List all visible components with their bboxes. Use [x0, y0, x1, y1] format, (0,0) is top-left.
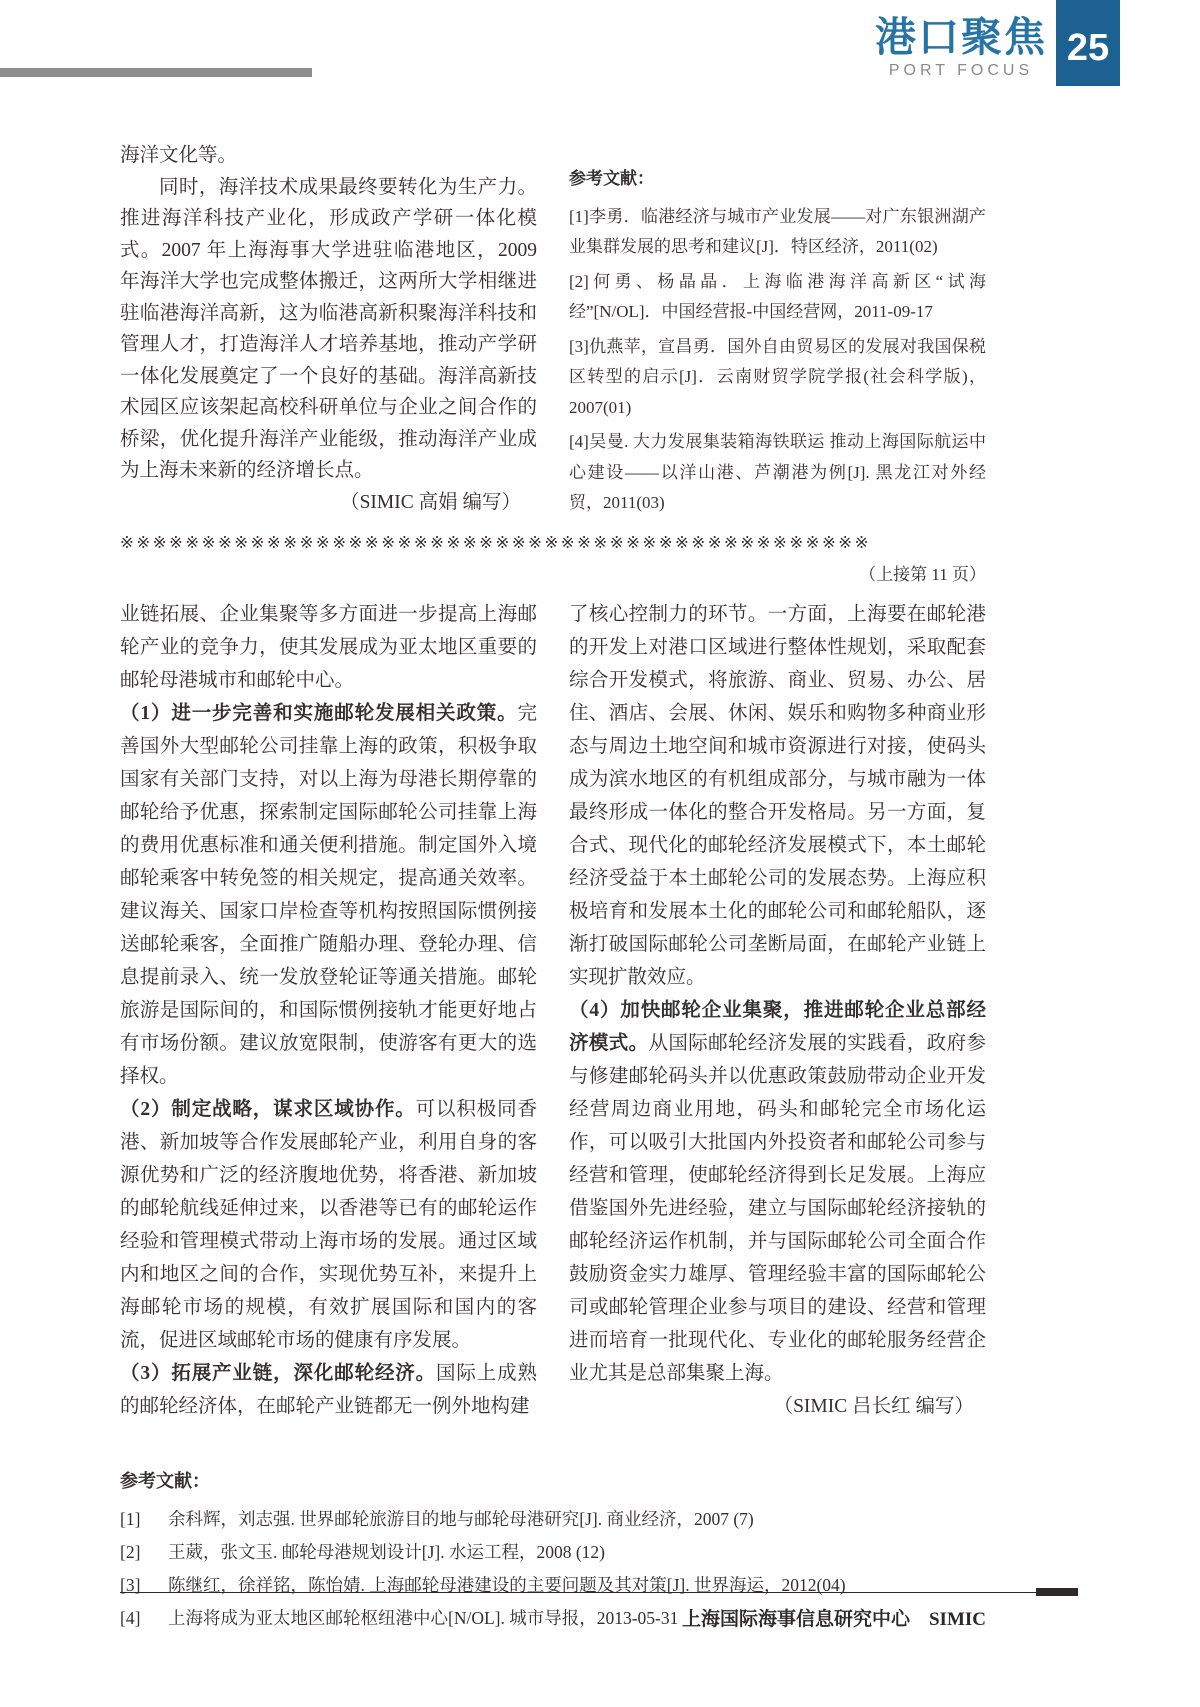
main-article-right-column	[569, 598, 986, 1423]
reference-item: [2]何勇、杨晶晶．上海临港海洋高新区“试海经”[N/OL]．中国经营报-中国经营网，2011-09-17	[569, 271, 986, 321]
article-paragraph	[120, 1357, 537, 1423]
reference-number: [4]	[120, 1607, 141, 1628]
paragraph-body: 完善国外大型邮轮公司挂靠上海的政策，积极争取国家有关部门支持，对以上海为母港长期停靠的邮轮给予优惠，探索制定国际邮轮公司挂靠上海的费用优惠标准和通关便利措施。制定国外入境邮轮乘客中转免签的相关规定，提高通关效率。建议海关、国家口岸检查等机构按照国际惯例接送邮轮乘客，全面推广随船办理、登轮办理、信息提前录入、统一发放登轮证等通关措施。邮轮旅游是国际间的，和国际惯例接轨才能更好地占有市场份额。建议放宽限制，使游客有更大的选择权。	[120, 702, 537, 1087]
reference-text: 余科辉，刘志强. 世界邮轮旅游目的地与邮轮母港研究[J]. 商业经济，2007 (7)	[168, 1508, 754, 1529]
reference-number: [2]	[120, 1541, 141, 1562]
reference-text: 王葳，张文玉. 邮轮母港规划设计[J]. 水运工程，2008 (12)	[168, 1541, 605, 1562]
footer-rule	[120, 1592, 1078, 1593]
section-heading: （2）制定战略，谋求区域协作。	[120, 1098, 416, 1120]
bottom-reference-item	[120, 1536, 986, 1569]
paragraph-body: 可以积极同香港、新加坡等合作发展邮轮产业，利用自身的客源优势和广泛的经济腹地优势，将香港、新加坡的邮轮航线延伸过来，以香港等已有的邮轮运作经验和管理模式带动上海市场的发展。通过区域内和地区之间的合作，实现优势互补，来提升上海邮轮市场的规模，有效扩展国际和国内的客流，促进区域邮轮市场的健康有序发展。	[120, 1098, 537, 1351]
section-divider-row: ※※※※※※※※※※※※※※※※※※※※※※※※※※※※※※※※※※※※※※※※※※※※※※	[120, 532, 871, 552]
page-header	[872, 14, 1050, 80]
reference-item: [3]仇燕苹，宣昌勇．国外自由贸易区的发展对我国保税区转型的启示[J]．云南财贸学院学报(社会科学版)，2007(01)	[569, 336, 986, 417]
top-section	[120, 140, 986, 523]
article-paragraph	[120, 1093, 537, 1357]
bottom-reference-item	[120, 1569, 986, 1602]
article-paragraph	[569, 994, 986, 1390]
reference-item: [1]李勇．临港经济与城市产业发展——对广东银洲湖产业集群发展的思考和建议[J]．特区经济，2011(02)	[569, 206, 986, 256]
top-article-byline: （SIMIC 高娟 编写）	[340, 491, 521, 513]
main-article-section	[120, 598, 986, 1423]
section-title-cn: 港口聚焦	[875, 14, 1047, 60]
article-paragraph	[120, 697, 537, 1093]
bottom-reference-item	[120, 1503, 986, 1536]
top-article-paragraph: 同时，海洋技术成果最终要转化为生产力。推进海洋科技产业化，形成政产学研一体化模式。2007 年上海海事大学进驻临港地区，2009 年海洋大学也完成整体搬迁，这两所大学相继进驻临港海洋高新，这为临港高新积聚海洋科技和管理人才，打造海洋人才培养基地，推动产学研一体化发展奠定了一个良好的基础。海洋高新技术园区应该架起高校科研单位与企业之间合作的桥梁，优化提升海洋产业能级，推动海洋产业成为上海未来新的经济增长点。	[120, 176, 537, 481]
paragraph-body: 业链拓展、企业集聚等多方面进一步提高上海邮轮产业的竞争力，使其发展成为亚太地区重要的邮轮母港城市和邮轮中心。	[120, 603, 537, 691]
top-article-left-column	[120, 140, 537, 523]
reference-number: [1]	[120, 1508, 141, 1529]
reference-text: 陈继红，徐祥铭，陈怡婧. 上海邮轮母港建设的主要问题及其对策[J]. 世界海运，2012(04)	[168, 1574, 846, 1595]
reference-text: 上海将成为亚太地区邮轮枢纽港中心[N/OL]. 城市导报，2013-05-31	[168, 1607, 679, 1628]
references-title: 参考文献：	[569, 169, 654, 188]
footer-text: 上海国际海事信息研究中心 SIMIC	[681, 1609, 986, 1630]
section-heading: （1）进一步完善和实施邮轮发展相关政策。	[120, 702, 518, 724]
section-title-en: PORT FOCUS	[888, 62, 1034, 80]
bottom-references-title: 参考文献：	[120, 1470, 210, 1491]
article-paragraph	[120, 598, 537, 697]
article-paragraph	[569, 598, 986, 994]
section-heading: （4）加快邮轮企业集聚，推进邮轮企业总部经济模式。	[569, 999, 986, 1054]
page-number-badge: 25	[1056, 0, 1120, 86]
main-article-left-column	[120, 598, 537, 1423]
top-article-paragraph: 海洋文化等。	[120, 145, 238, 166]
main-article-byline: （SIMIC 吕长红 编写）	[773, 1395, 974, 1417]
paragraph-body: 从国际邮轮经济发展的实践看，政府参与修建邮轮码头并以优惠政策鼓励带动企业开发经营周边商业用地，码头和邮轮完全市场化运作，可以吸引大批国内外投资者和邮轮公司参与经营和管理，使邮轮经济得到长足发展。上海应借鉴国外先进经验，建立与国际邮轮经济接轨的邮轮经济运作机制，并与国际邮轮公司全面合作鼓励资金实力雄厚、管理经验丰富的国际邮轮公司或邮轮管理企业参与项目的建设、经营和管理进而培育一批现代化、专业化的邮轮服务经营企业尤其是总部集聚上海。	[569, 1032, 986, 1384]
footer-rule-end-block	[1036, 1588, 1078, 1596]
page-content	[120, 140, 986, 1635]
header-rule-bar	[0, 68, 312, 77]
top-references-column	[569, 140, 986, 523]
reference-number: [3]	[120, 1574, 141, 1595]
paragraph-body: 国际上成熟的邮轮经济体，在邮轮产业链都无一例外地构建	[120, 1362, 537, 1417]
section-heading: （3）拓展产业链，深化邮轮经济。	[120, 1362, 437, 1384]
paragraph-body: 了核心控制力的环节。一方面，上海要在邮轮港的开发上对港口区域进行整体性规划，采取配套综合开发模式，将旅游、商业、贸易、办公、居住、酒店、会展、休闲、娱乐和购物多种商业形态与周边土地空间和城市资源进行对接，使码头成为滨水地区的有机组成部分，与城市融为一体最终形成一体化的整合开发格局。另一方面，复合式、现代化的邮轮经济发展模式下，本土邮轮经济受益于本土邮轮公司的发展态势。上海应积极培育和发展本土化的邮轮公司和邮轮船队，逐渐打破国际邮轮公司垄断局面，在邮轮产业链上实现扩散效应。	[569, 603, 986, 988]
continued-from-note: （上接第 11 页）	[859, 564, 986, 584]
reference-item: [4]吴曼. 大力发展集装箱海铁联运 推动上海国际航运中心建设——以洋山港、芦潮港为例[J]. 黑龙江对外经贸，2011(03)	[569, 432, 986, 512]
